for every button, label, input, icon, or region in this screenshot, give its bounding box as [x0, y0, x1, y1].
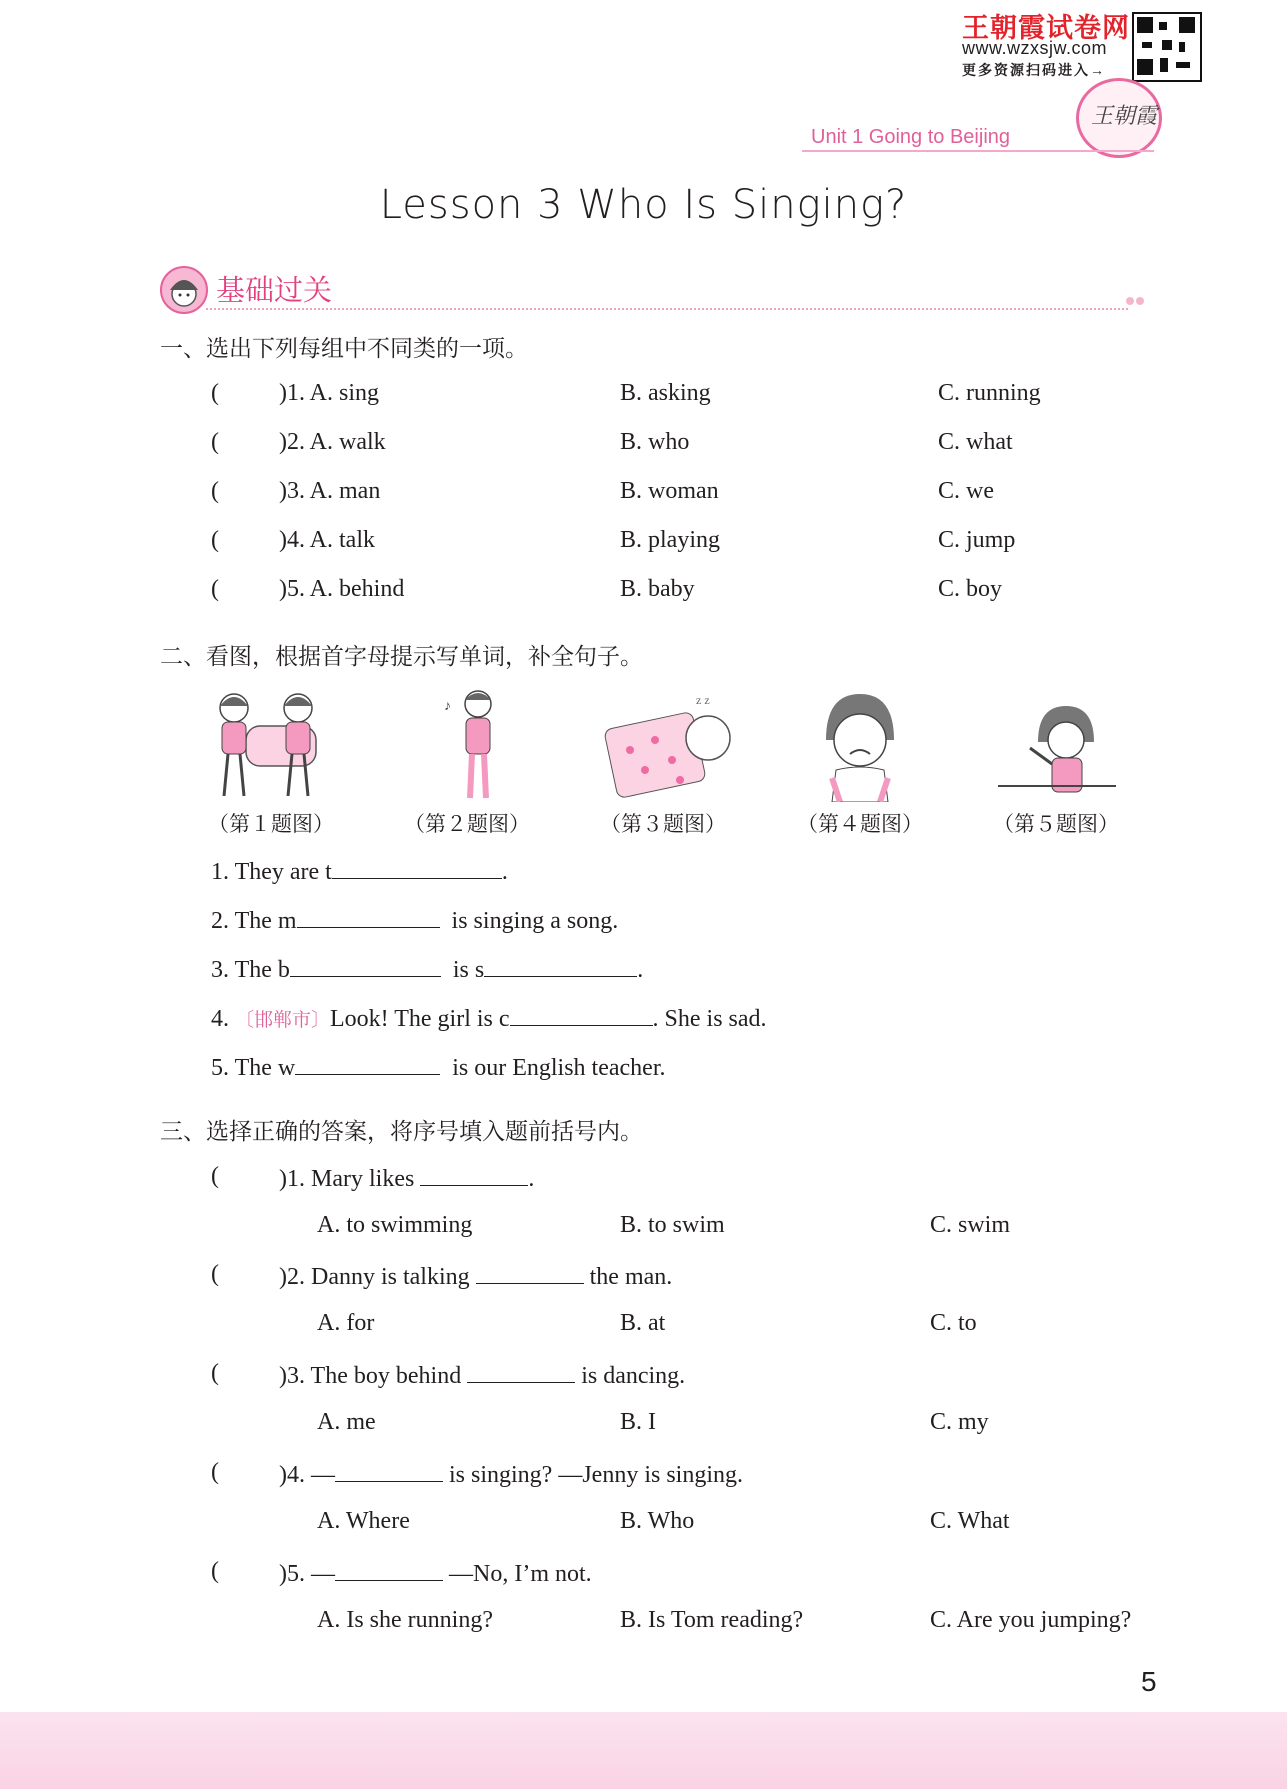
- section3-heading: 三、选择正确的答案，将序号填入题前括号内。: [160, 1119, 643, 1145]
- question-option-a: )3. A. man: [279, 478, 381, 504]
- avatar-icon: [160, 266, 208, 314]
- option-b: B. I: [620, 1409, 656, 1435]
- question-option-c: C. what: [938, 429, 1013, 455]
- answer-blank[interactable]: [295, 1052, 440, 1075]
- footer-band: [0, 1712, 1287, 1789]
- image-caption: （第４题图）: [797, 812, 923, 836]
- baby-sleeping-illustration: [600, 690, 740, 802]
- sentence-text: is s: [452, 957, 485, 983]
- option-b: B. Who: [620, 1508, 695, 1534]
- stem-text: )4. —: [279, 1462, 335, 1488]
- question-option-a: )1. A. sing: [279, 380, 380, 406]
- sentence-2: [211, 905, 618, 935]
- unit-label: Unit 1 Going to Beijing: [811, 126, 1011, 148]
- image-caption: （第３题图）: [600, 812, 726, 836]
- stem-text: —No, I’m not.: [449, 1561, 592, 1587]
- answer-blank[interactable]: [476, 1261, 584, 1284]
- sad-girl-illustration: [818, 690, 902, 802]
- stem-text: is dancing.: [581, 1363, 686, 1389]
- option-b: B. Is Tom reading?: [620, 1607, 804, 1633]
- section1-heading: 一、选出下列每组中不同类的一项。: [160, 336, 528, 362]
- stem-text: )2. Danny is talking: [279, 1264, 470, 1290]
- banner-divider: [206, 308, 1128, 310]
- question-option-b: B. playing: [620, 527, 720, 553]
- answer-paren[interactable]: (: [211, 1459, 219, 1485]
- question-stem: [279, 1163, 534, 1193]
- stem-text: )5. —: [279, 1561, 335, 1587]
- question-stem: [279, 1459, 743, 1489]
- sentence-text: . She is sad.: [652, 1006, 767, 1032]
- svg-text:♪: ♪: [444, 699, 451, 714]
- image-caption: （第１题图）: [208, 812, 334, 836]
- lesson-title: Lesson 3 Who Is Singing?: [379, 182, 908, 228]
- answer-blank[interactable]: [335, 1459, 443, 1482]
- sentence-text: .: [637, 957, 644, 983]
- option-a: A. for: [317, 1310, 375, 1336]
- sentence-text: .: [501, 859, 508, 885]
- question-stem: [279, 1558, 592, 1588]
- image-caption: （第５题图）: [993, 812, 1119, 836]
- woman-teacher-illustration: [998, 704, 1116, 800]
- svg-text:z z: z z: [696, 693, 710, 707]
- answer-blank[interactable]: [297, 905, 440, 928]
- answer-paren[interactable]: (: [211, 478, 219, 504]
- sentence-text: is our English teacher.: [452, 1055, 666, 1081]
- brand-title: 王朝霞试卷网: [962, 13, 1130, 43]
- question-option-c: C. boy: [938, 576, 1003, 602]
- answer-paren[interactable]: (: [211, 1558, 219, 1584]
- sentence-4: [211, 1003, 767, 1033]
- answer-blank[interactable]: [484, 954, 637, 977]
- option-c: C. Are you jumping?: [930, 1607, 1132, 1633]
- answer-paren[interactable]: (: [211, 380, 219, 406]
- brand-more-text: 更多资源扫码进入→: [962, 62, 1106, 78]
- stem-text: is singing? —Jenny is singing.: [449, 1462, 744, 1488]
- answer-blank[interactable]: [335, 1558, 443, 1581]
- question-option-b: B. woman: [620, 478, 719, 504]
- banner-dots-decoration: [1126, 292, 1146, 310]
- brand-seal-logo: [1076, 78, 1162, 158]
- question-option-b: B. who: [620, 429, 690, 455]
- option-c: C. swim: [930, 1212, 1011, 1238]
- brand-url[interactable]: www.wzxsjw.com: [962, 38, 1108, 58]
- answer-blank[interactable]: [510, 1003, 653, 1026]
- sentence-text: 1. They are t: [211, 859, 332, 885]
- sentence-text: 3. The b: [211, 957, 290, 983]
- option-c: C. my: [930, 1409, 989, 1435]
- stem-text: )1. Mary likes: [279, 1166, 415, 1192]
- header-divider: [802, 150, 1154, 152]
- answer-paren[interactable]: (: [211, 576, 219, 602]
- option-b: B. to swim: [620, 1212, 725, 1238]
- question-option-c: C. we: [938, 478, 994, 504]
- question-stem: [279, 1261, 672, 1291]
- answer-blank[interactable]: [420, 1163, 528, 1186]
- boy-singing-illustration: [440, 686, 510, 802]
- question-option-b: B. asking: [620, 380, 711, 406]
- page-number: 5: [1141, 1666, 1157, 1697]
- answer-paren[interactable]: (: [211, 527, 219, 553]
- image-caption: （第２题图）: [404, 812, 530, 836]
- question-option-a: )4. A. talk: [279, 527, 375, 553]
- question-option-a: )2. A. walk: [279, 429, 386, 455]
- sentence-text: 4.: [211, 1006, 235, 1032]
- region-tag: 〔邯郸市〕: [235, 1010, 331, 1031]
- two-girls-talking-illustration: [206, 686, 336, 802]
- answer-blank[interactable]: [467, 1360, 575, 1383]
- sentence-text: 5. The w: [211, 1055, 296, 1081]
- stem-text: .: [528, 1166, 535, 1192]
- answer-blank[interactable]: [332, 856, 502, 879]
- option-c: C. What: [930, 1508, 1010, 1534]
- sentence-3: [211, 954, 643, 984]
- section2-heading: 二、看图，根据首字母提示写单词，补全句子。: [160, 644, 643, 670]
- qr-code-icon[interactable]: [1132, 12, 1202, 82]
- sentence-text: is singing a song.: [451, 908, 619, 934]
- sentence-5: [211, 1052, 666, 1082]
- option-c: C. to: [930, 1310, 977, 1336]
- option-b: B. at: [620, 1310, 666, 1336]
- question-option-a: )5. A. behind: [279, 576, 405, 602]
- question-option-b: B. baby: [620, 576, 695, 602]
- question-stem: [279, 1360, 685, 1390]
- sentence-text: Look! The girl is c: [330, 1006, 510, 1032]
- option-a: A. Where: [317, 1508, 410, 1534]
- section-banner-label: 基础过关: [216, 273, 333, 307]
- option-a: A. to swimming: [317, 1212, 473, 1238]
- answer-paren[interactable]: (: [211, 429, 219, 455]
- question-option-c: C. running: [938, 380, 1041, 406]
- stem-text: the man.: [589, 1264, 673, 1290]
- answer-blank[interactable]: [290, 954, 441, 977]
- seal-text: 王朝霞: [1091, 103, 1158, 128]
- answer-paren[interactable]: (: [211, 1261, 219, 1287]
- sentence-1: [211, 856, 508, 886]
- sentence-text: 2. The m: [211, 908, 297, 934]
- answer-paren[interactable]: (: [211, 1360, 219, 1386]
- stem-text: )3. The boy behind: [279, 1363, 462, 1389]
- answer-paren[interactable]: (: [211, 1163, 219, 1189]
- question-option-c: C. jump: [938, 527, 1016, 553]
- option-a: A. me: [317, 1409, 376, 1435]
- option-a: A. Is she running?: [317, 1607, 493, 1633]
